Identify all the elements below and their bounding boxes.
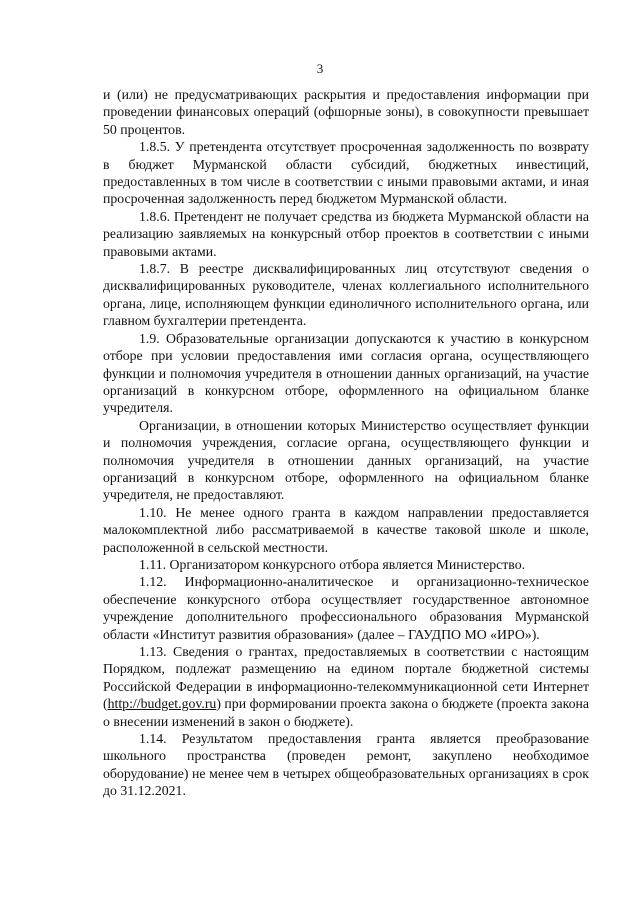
- paragraph-1-8-5: 1.8.5. У претендента отсутствует просроченная задолженность по возврату в бюджет Мурманской области субсидий, бюджетных инвестиций, предоставленных в том числе в соответствии с иными правовыми актами, и иная просроченная задолженность перед бюджетом Мурманской области.: [103, 139, 589, 207]
- paragraph-1-8-6: 1.8.6. Претендент не получает средства из бюджета Мурманской области на реализацию заявляемых на конкурсный отбор проектов в соответствии с иными правовыми актами.: [103, 208, 589, 259]
- paragraph-continuation: и (или) не предусматривающих раскрытия и предоставления информации при проведении финансовых операций (офшорные зоны), в совокупности превышает 50 процентов.: [103, 87, 589, 137]
- document-body: [103, 86, 589, 800]
- paragraph-1-14: 1.14. Результатом предоставления гранта является преобразование школьного пространства (проведен ремонт, закуплено необходимое оборудование) не менее чем в четырех общеобразовательных организациях в срок до 31.12.2021.: [103, 731, 589, 799]
- paragraph-1-12: 1.12. Информационно-аналитическое и организационно-техническое обеспечение конкурсного отбора осуществляет государственное автономное учреждение дополнительного профессионального образования Мурманской области «Институт развития образования» (далее – ГАУДПО МО «ИРО»).: [103, 574, 589, 642]
- paragraph-1-9-organizations: Организации, в отношении которых Министерство осуществляет функции и полномочия учреждения, согласие органа, осуществляющего функции и полномочия учредителя в отношении данных организаций, на участие организаций в конкурсном отборе, оформленного на официальном бланке учредителя, не предоставляют.: [103, 417, 589, 503]
- budget-portal-link[interactable]: http://budget.gov.ru: [107, 696, 217, 712]
- paragraph-1-9: 1.9. Образовательные организации допускаются к участию в конкурсном отборе при условии предоставления ими согласия органа, осуществляющего функции и полномочия учредителя в отношении данных организаций, на участие организаций в конкурсном отборе, оформленного на официальном бланке учредителя.: [103, 330, 589, 416]
- page-number: 3: [316, 61, 324, 76]
- paragraph-1-13-text-after: ) при формировании проекта закона о бюджете (проекта закона о внесении изменений в закон о бюджете).: [103, 696, 589, 729]
- paragraph-1-13-text-before: 1.13. Сведения о грантах, предоставляемых в соответствии с настоящим Порядком, подлежат размещению на едином портале бюджетной системы Российской Федерации в информационно-телекоммуникационной сети Интернет (: [103, 644, 589, 712]
- paragraph-1-13: [103, 643, 589, 730]
- paragraph-1-10: 1.10. Не менее одного гранта в каждом направлении предоставляется малокомплектной либо рассматриваемой в качестве таковой школе и школе, расположенной в сельской местности.: [103, 504, 589, 555]
- paragraph-1-8-7: 1.8.7. В реестре дисквалифицированных лиц отсутствуют сведения о дисквалифицированных руководителе, членах коллегиального исполнительного органа, лице, исполняющем функции единоличного исполнительного органа, или главном бухгалтерии претендента.: [103, 261, 589, 329]
- paragraph-1-11: 1.11. Организатором конкурсного отбора является Министерство.: [139, 556, 526, 572]
